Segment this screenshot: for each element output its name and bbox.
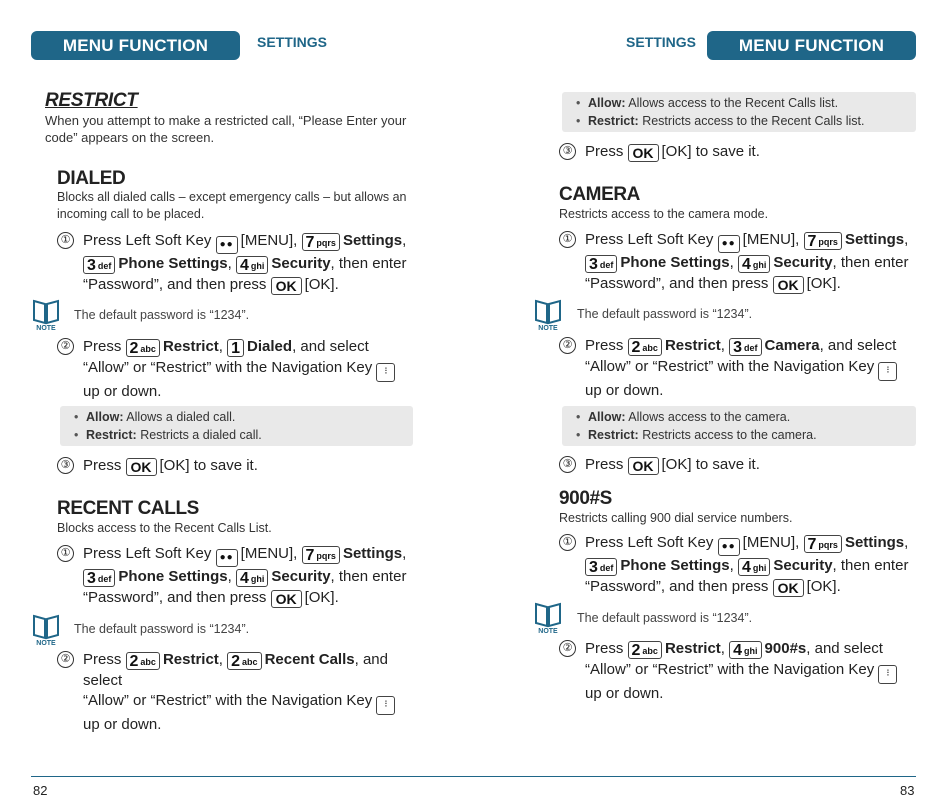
settings-tag: SETTINGS — [626, 34, 697, 50]
key-7-icon: 7 pqrs — [804, 535, 842, 553]
bullet-item: • Allow: Allows access to the camera. — [576, 408, 916, 426]
recent-calls-note: The default password is “1234”. — [74, 622, 250, 636]
bullet-item: • Allow: Allows a dialed call. — [74, 408, 413, 426]
key-4-icon: 4 ghi — [236, 569, 268, 587]
svg-text:NOTE: NOTE — [538, 325, 558, 331]
dialed-title: DIALED — [57, 168, 126, 189]
key-3-icon: 3 def — [585, 255, 617, 273]
camera-title: CAMERA — [559, 184, 640, 205]
ok-key-icon: OK — [628, 457, 659, 475]
key-4-icon: 4 ghi — [738, 558, 770, 576]
navigation-key-icon: ⁝ — [376, 696, 395, 715]
key-2-icon: 2 abc — [227, 652, 261, 670]
camera-options-box — [562, 406, 916, 446]
key-1-icon: 1 — [227, 339, 244, 357]
page-number: 83 — [900, 783, 915, 798]
ok-key-icon: OK — [271, 277, 302, 295]
nine-hundred-note: The default password is “1234”. — [577, 611, 753, 625]
step-number: ③ — [57, 457, 74, 474]
ok-key-icon: OK — [271, 590, 302, 608]
key-7-icon: 7 pqrs — [804, 232, 842, 250]
step-number: ① — [57, 545, 74, 562]
soft-key-icon: ●● — [718, 538, 740, 556]
navigation-key-icon: ⁝ — [878, 362, 897, 381]
navigation-key-icon: ⁝ — [878, 665, 897, 684]
svg-text:NOTE: NOTE — [36, 325, 56, 331]
restrict-intro: When you attempt to make a restricted call, “Please Enter your code” appears on the screen. — [45, 113, 407, 145]
key-3-icon: 3 def — [729, 338, 761, 356]
ok-key-icon: OK — [628, 144, 659, 162]
bullet-item: • Restrict: Restricts a dialed call. — [74, 426, 413, 444]
key-2-icon: 2 abc — [126, 652, 160, 670]
soft-key-icon: ●● — [216, 549, 238, 567]
note-icon — [533, 600, 563, 634]
menu-function-tab: MENU FUNCTION — [31, 31, 240, 60]
camera-desc: Restricts access to the camera mode. — [559, 207, 769, 221]
svg-text:NOTE: NOTE — [538, 628, 558, 634]
menu-function-tab: MENU FUNCTION — [707, 31, 916, 60]
key-3-icon: 3 def — [585, 558, 617, 576]
step-number: ② — [57, 651, 74, 668]
soft-key-icon: ●● — [718, 235, 740, 253]
key-4-icon: 4 ghi — [729, 641, 761, 659]
key-7-icon: 7 pqrs — [302, 546, 340, 564]
ok-key-icon: OK — [773, 579, 804, 597]
dialed-note: The default password is “1234”. — [74, 308, 250, 322]
key-2-icon: 2 abc — [628, 338, 662, 356]
right-page: SETTINGS MENU FUNCTION • Allow: Allows access to the Recent Calls list. • Restrict: Restricts access to the Recent Calls list. ③ Press OK [OK] to save it. CAMERA Restricts access to the camera mode. ① Press Left Soft Key ●● [MENU], 7 pqrs Settings, 3 def Phone Settings, 4 ghi Security, then enter “Password”, and then press OK [OK]. NOTE The default password is “1234”. ② Press 2 abc Restrict, 3 def Camera, and select “Allow” or “Restrict” with the Navigation Key ⁝ up or down. • Allow: Allows access to the camera. • Restrict: Restricts access to the camera. ③ Press OK [OK] to save it. 900#S Restricts calling 900 dial service numbers. ① Press Left Soft Key ●● [MENU], 7 pqrs Settings, 3 def Phone Settings, 4 ghi Security, then enter “Password”, and then press OK [OK]. NOTE The default password is “1234”. ② Press 2 abc Restrict, 4 ghi 900#s, and select “Allow” or “Restrict” with the Navigation Key ⁝ up or down. 83 — [475, 0, 950, 812]
key-2-icon: 2 abc — [126, 339, 160, 357]
bullet-item: • Restrict: Restricts access to the camera. — [576, 426, 916, 444]
key-4-icon: 4 ghi — [236, 256, 268, 274]
camera-note: The default password is “1234”. — [577, 307, 753, 321]
note-icon — [31, 297, 61, 331]
key-3-icon: 3 def — [83, 569, 115, 587]
note-icon — [533, 297, 563, 331]
step-number: ② — [57, 338, 74, 355]
page-number: 82 — [33, 783, 48, 798]
ok-key-icon: OK — [773, 276, 804, 294]
ok-key-icon: OK — [126, 458, 157, 476]
key-3-icon: 3 def — [83, 256, 115, 274]
step-number: ① — [57, 232, 74, 249]
dialed-desc: Blocks all dialed calls – except emergency calls – but allows an incoming call to be placed. — [57, 190, 407, 221]
soft-key-icon: ●● — [216, 236, 238, 254]
step-number: ③ — [559, 456, 576, 473]
step-number: ③ — [559, 143, 576, 160]
navigation-key-icon: ⁝ — [376, 363, 395, 382]
key-7-icon: 7 pqrs — [302, 233, 340, 251]
left-page: MENU FUNCTION SETTINGS RESTRICT When you attempt to make a restricted call, “Please Enter your code” appears on the screen. DIALED Blocks all dialed calls – except emergency calls – but allows an incoming call to be placed. ① Press Left Soft Key ●● [MENU], 7 pqrs Settings, 3 def Phone Settings, 4 ghi Security, then enter “Password”, and then press OK [OK]. NOTE The default password is “1234”. ② Press 2 abc Restrict, 1 Dialed, and select “Allow” or “Restrict” with the Navigation Key ⁝ up or down. • Allow: Allows a dialed call. • Restrict: Restricts a dialed call. ③ Press OK [OK] to save it. RECENT CALLS Blocks access to the Recent Calls List. ① Press Left Soft Key ●● [MENU], 7 pqrs Settings, 3 def Phone Settings, 4 ghi Security, then enter “Password”, and then press OK [OK]. NOTE The default password is “1234”. ② Press 2 abc Restrict, 2 abc Recent Calls, and select “Allow” or “Restrict” with the Navigation Key ⁝ up or down. 82 — [0, 0, 475, 812]
dialed-options-box — [60, 406, 413, 446]
svg-text:NOTE: NOTE — [36, 640, 56, 646]
step-number: ② — [559, 640, 576, 657]
note-icon — [31, 612, 61, 646]
recent-calls-options-box — [562, 92, 916, 132]
step-number: ② — [559, 337, 576, 354]
recent-calls-title: RECENT CALLS — [57, 498, 199, 519]
footer-rule — [475, 776, 916, 777]
key-2-icon: 2 abc — [628, 641, 662, 659]
nine-hundred-desc: Restricts calling 900 dial service numbers. — [559, 511, 793, 525]
nine-hundred-title: 900#S — [559, 488, 612, 509]
settings-tag: SETTINGS — [257, 34, 328, 50]
bullet-item: • Allow: Allows access to the Recent Calls list. — [576, 94, 916, 112]
key-4-icon: 4 ghi — [738, 255, 770, 273]
restrict-title: RESTRICT — [45, 90, 138, 111]
step-number: ① — [559, 231, 576, 248]
footer-rule — [31, 776, 475, 777]
bullet-item: • Restrict: Restricts access to the Recent Calls list. — [576, 112, 916, 130]
recent-calls-desc: Blocks access to the Recent Calls List. — [57, 521, 272, 535]
step-number: ① — [559, 534, 576, 551]
